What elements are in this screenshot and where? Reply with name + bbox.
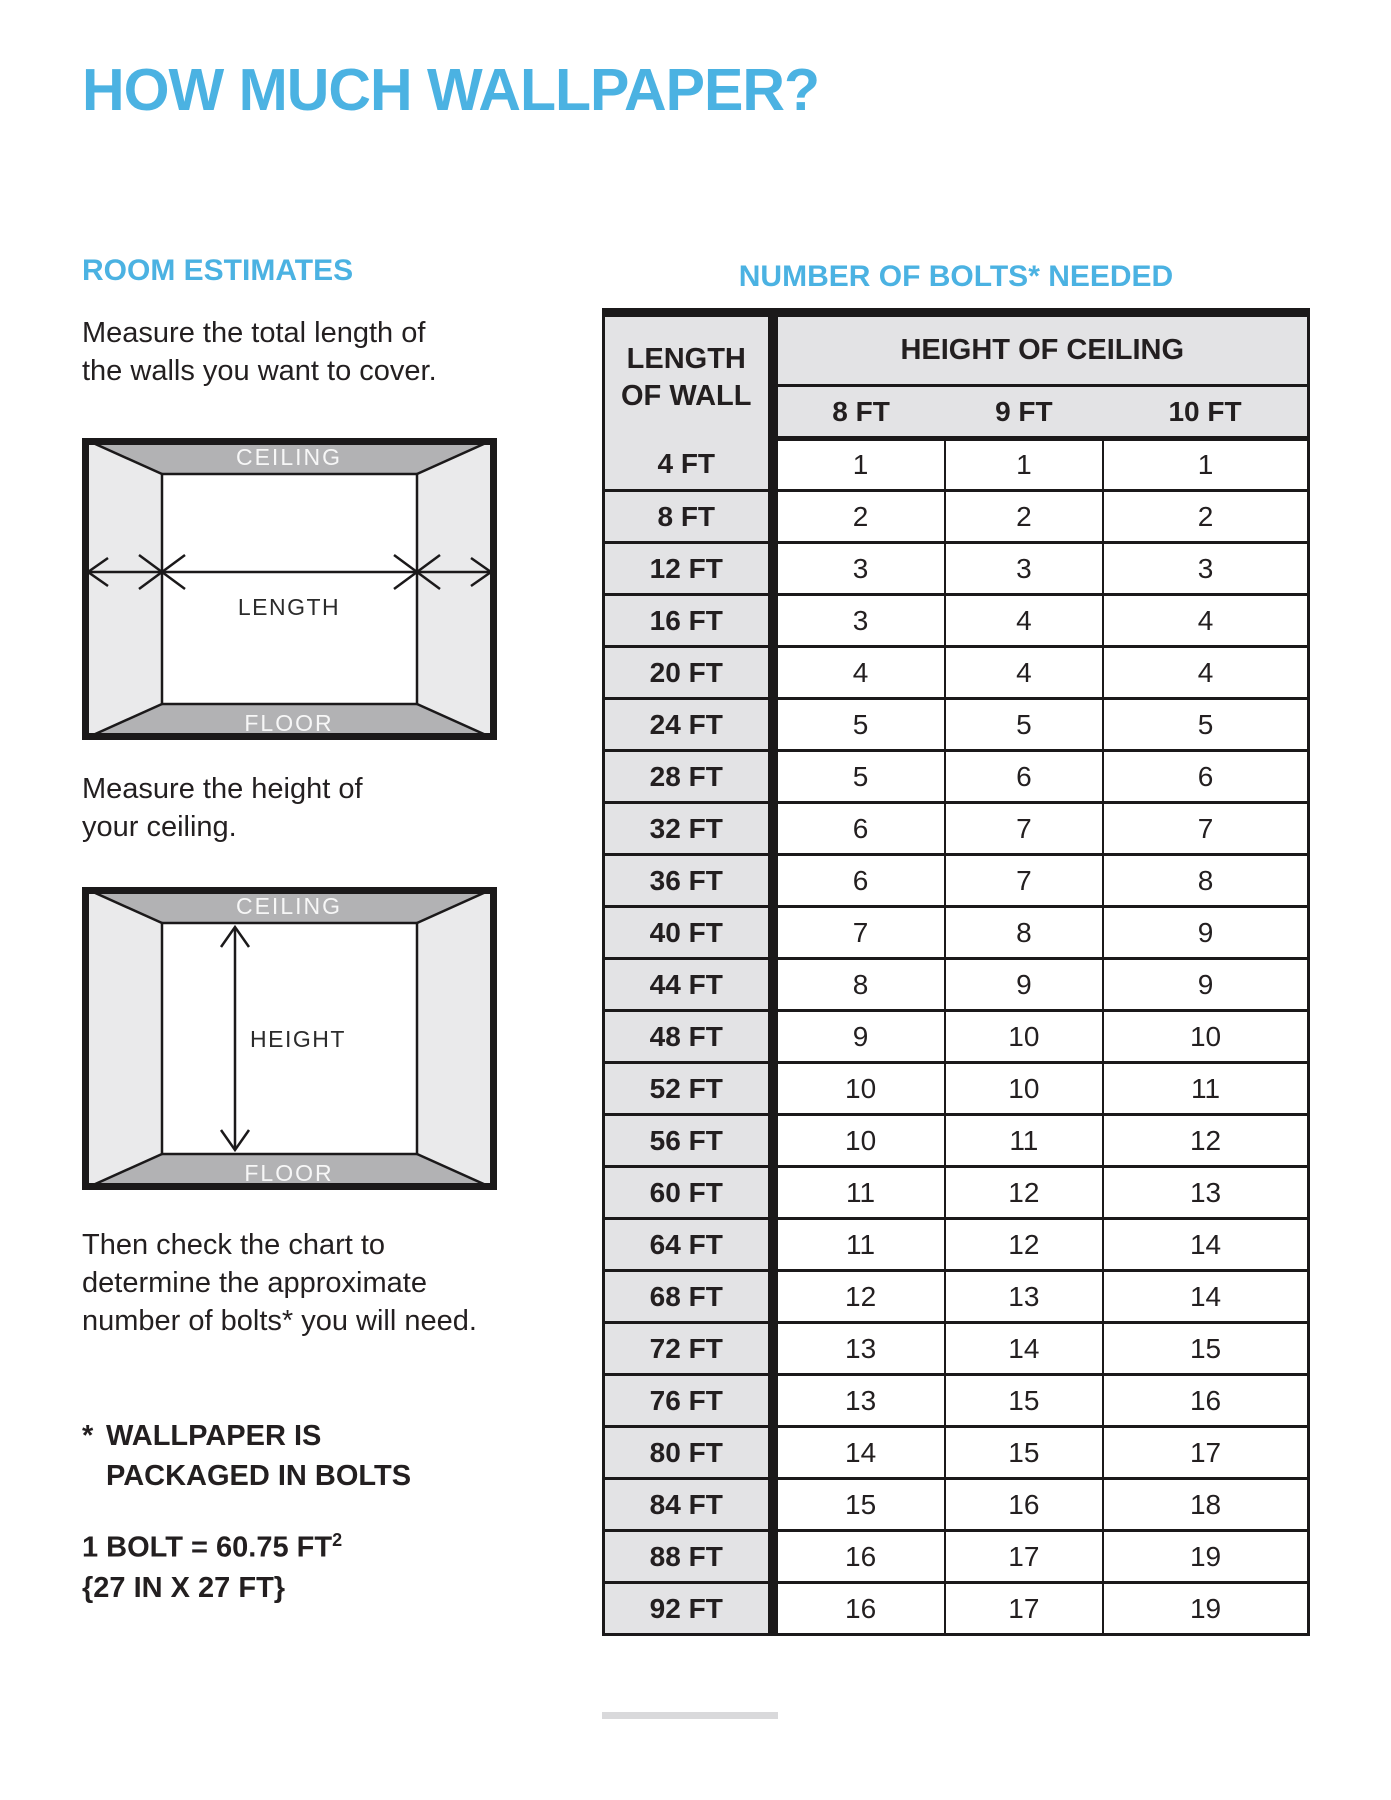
table-row	[604, 907, 1309, 959]
length-label: LENGTH	[237, 594, 341, 620]
height-of-ceiling-header: HEIGHT OF CEILING	[773, 313, 1309, 386]
bolts-9ft-cell: 16	[945, 1479, 1103, 1531]
bolts-8ft-cell: 8	[773, 959, 945, 1011]
bolts-8ft-cell: 14	[773, 1427, 945, 1479]
bolts-9ft-cell: 15	[945, 1427, 1103, 1479]
bolt-equation	[82, 1520, 342, 1568]
bolts-10ft-cell: 3	[1103, 543, 1308, 595]
bolts-10ft-cell: 17	[1103, 1427, 1308, 1479]
wall-length-cell: 68 FT	[604, 1271, 773, 1323]
length-header-line: LENGTH	[626, 342, 746, 375]
room-length-diagram	[82, 438, 497, 740]
bolts-8ft-cell: 11	[773, 1219, 945, 1271]
table-row	[604, 1427, 1309, 1479]
wall-length-cell: 92 FT	[604, 1583, 773, 1635]
bolts-10ft-cell: 1	[1103, 439, 1308, 491]
wall-length-cell: 20 FT	[604, 647, 773, 699]
bolts-10ft-cell: 6	[1103, 751, 1308, 803]
bolts-10ft-cell: 4	[1103, 595, 1308, 647]
bolts-8ft-cell: 12	[773, 1271, 945, 1323]
left-wall	[82, 438, 162, 740]
bolts-10ft-cell: 13	[1103, 1167, 1308, 1219]
back-wall	[162, 474, 417, 704]
bolts-9ft-cell: 11	[945, 1115, 1103, 1167]
wall-length-cell: 84 FT	[604, 1479, 773, 1531]
bolts-10ft-cell: 18	[1103, 1479, 1308, 1531]
bolts-10ft-cell: 14	[1103, 1271, 1308, 1323]
bolts-9ft-cell: 10	[945, 1063, 1103, 1115]
table-row	[604, 1011, 1309, 1063]
table-row	[604, 855, 1309, 907]
bolts-table-header	[604, 313, 1309, 439]
wall-length-cell: 32 FT	[604, 803, 773, 855]
wall-length-cell: 28 FT	[604, 751, 773, 803]
bolt-equation-text: 1 BOLT = 60.75 FT	[82, 1531, 333, 1564]
bolts-10ft-cell: 14	[1103, 1219, 1308, 1271]
bolts-10ft-cell: 5	[1103, 699, 1308, 751]
floor-label: FLOOR	[244, 710, 334, 736]
instruction-measure-height	[82, 770, 363, 846]
bolts-9ft-cell: 8	[945, 907, 1103, 959]
bolts-10ft-cell: 7	[1103, 803, 1308, 855]
bolts-9ft-cell: 1	[945, 439, 1103, 491]
table-row	[604, 1479, 1309, 1531]
table-row	[604, 647, 1309, 699]
instruction-line: your ceiling.	[82, 811, 237, 843]
ceiling-8ft-header: 8 FT	[773, 386, 945, 439]
bolts-8ft-cell: 3	[773, 543, 945, 595]
wall-length-cell: 40 FT	[604, 907, 773, 959]
table-row	[604, 1271, 1309, 1323]
bolts-10ft-cell: 11	[1103, 1063, 1308, 1115]
bolts-9ft-cell: 10	[945, 1011, 1103, 1063]
bolts-8ft-cell: 16	[773, 1583, 945, 1635]
bolts-8ft-cell: 10	[773, 1115, 945, 1167]
length-of-wall-header	[604, 313, 773, 439]
bolts-table-body	[604, 439, 1309, 1635]
bolts-10ft-cell: 10	[1103, 1011, 1308, 1063]
table-row	[604, 1219, 1309, 1271]
room-height-diagram	[82, 887, 497, 1190]
bolts-9ft-cell: 3	[945, 543, 1103, 595]
ceiling-10ft-header: 10 FT	[1103, 386, 1308, 439]
table-row	[604, 959, 1309, 1011]
bolts-8ft-cell: 15	[773, 1479, 945, 1531]
table-row	[604, 751, 1309, 803]
table-row	[604, 803, 1309, 855]
room-length-diagram-svg	[82, 438, 497, 740]
bolt-equation-superscript: 2	[332, 1530, 343, 1550]
bolts-8ft-cell: 2	[773, 491, 945, 543]
bolts-9ft-cell: 14	[945, 1323, 1103, 1375]
bolts-8ft-cell: 1	[773, 439, 945, 491]
wall-length-cell: 36 FT	[604, 855, 773, 907]
bolts-10ft-cell: 9	[1103, 959, 1308, 1011]
ceiling-label: CEILING	[235, 444, 343, 470]
bolts-10ft-cell: 16	[1103, 1375, 1308, 1427]
wall-length-cell: 16 FT	[604, 595, 773, 647]
footnote-line-2: PACKAGED IN BOLTS	[106, 1460, 412, 1492]
bolts-9ft-cell: 12	[945, 1167, 1103, 1219]
bolts-10ft-cell: 12	[1103, 1115, 1308, 1167]
table-row	[604, 1323, 1309, 1375]
wall-length-cell: 72 FT	[604, 1323, 773, 1375]
wall-length-cell: 44 FT	[604, 959, 773, 1011]
bolts-9ft-cell: 13	[945, 1271, 1103, 1323]
bolts-8ft-cell: 16	[773, 1531, 945, 1583]
table-row	[604, 491, 1309, 543]
table-row	[604, 1583, 1309, 1635]
bolts-8ft-cell: 6	[773, 803, 945, 855]
footnote-line-1	[82, 1416, 411, 1456]
wall-length-cell: 48 FT	[604, 1011, 773, 1063]
wallpaper-bolts-footnote	[82, 1416, 411, 1496]
instruction-line: Then check the chart to	[82, 1229, 386, 1261]
right-wall	[417, 887, 497, 1190]
bolts-9ft-cell: 15	[945, 1375, 1103, 1427]
bolts-10ft-cell: 15	[1103, 1323, 1308, 1375]
table-row	[604, 595, 1309, 647]
table-row	[604, 439, 1309, 491]
table-row	[604, 1115, 1309, 1167]
bolts-8ft-cell: 10	[773, 1063, 945, 1115]
bolts-9ft-cell: 9	[945, 959, 1103, 1011]
instruction-line: Measure the height of	[82, 773, 363, 805]
bolts-10ft-cell: 19	[1103, 1531, 1308, 1583]
bolts-9ft-cell: 17	[945, 1531, 1103, 1583]
room-height-diagram-svg	[82, 887, 497, 1190]
instruction-measure-length	[82, 314, 437, 390]
bolts-10ft-cell: 9	[1103, 907, 1308, 959]
page-title: HOW MUCH WALLPAPER?	[82, 57, 819, 123]
bolts-10ft-cell: 19	[1103, 1583, 1308, 1635]
instruction-line: number of bolts* you will need.	[82, 1305, 477, 1337]
instruction-line: determine the approximate	[82, 1267, 427, 1299]
wall-length-cell: 60 FT	[604, 1167, 773, 1219]
wall-length-cell: 8 FT	[604, 491, 773, 543]
room-estimates-heading: ROOM ESTIMATES	[82, 254, 354, 287]
bolts-8ft-cell: 9	[773, 1011, 945, 1063]
bolts-9ft-cell: 17	[945, 1583, 1103, 1635]
wall-length-cell: 56 FT	[604, 1115, 773, 1167]
table-row	[604, 699, 1309, 751]
bolts-8ft-cell: 5	[773, 751, 945, 803]
asterisk: *	[82, 1420, 94, 1452]
wall-length-cell: 80 FT	[604, 1427, 773, 1479]
bolts-8ft-cell: 5	[773, 699, 945, 751]
bolts-8ft-cell: 11	[773, 1167, 945, 1219]
bolt-dimensions: {27 IN X 27 FT}	[82, 1571, 286, 1604]
table-bottom-shadow	[602, 1712, 778, 1719]
bolts-8ft-cell: 13	[773, 1375, 945, 1427]
wall-length-cell: 4 FT	[604, 439, 773, 491]
ceiling-label: CEILING	[235, 893, 343, 919]
table-row	[604, 1167, 1309, 1219]
table-row	[604, 1531, 1309, 1583]
table-header-row-1	[604, 313, 1309, 386]
wall-length-cell: 24 FT	[604, 699, 773, 751]
bolts-8ft-cell: 3	[773, 595, 945, 647]
left-wall	[82, 887, 162, 1190]
ceiling-9ft-header: 9 FT	[945, 386, 1103, 439]
bolts-table-heading: NUMBER OF BOLTS* NEEDED	[738, 260, 1174, 293]
bolts-8ft-cell: 6	[773, 855, 945, 907]
instruction-check-chart	[82, 1226, 477, 1340]
bolts-8ft-cell: 13	[773, 1323, 945, 1375]
wall-length-cell: 88 FT	[604, 1531, 773, 1583]
table-row	[604, 543, 1309, 595]
footnote-text: WALLPAPER IS	[106, 1420, 322, 1452]
height-label: HEIGHT	[250, 1026, 346, 1052]
wall-length-cell: 52 FT	[604, 1063, 773, 1115]
length-header-line: OF WALL	[621, 379, 752, 412]
table-row	[604, 1375, 1309, 1427]
right-wall	[417, 438, 497, 740]
instruction-line: Measure the total length of	[82, 317, 426, 349]
bolts-9ft-cell: 4	[945, 647, 1103, 699]
bolts-needed-table	[602, 308, 1310, 1636]
bolts-9ft-cell: 5	[945, 699, 1103, 751]
floor-label: FLOOR	[244, 1160, 334, 1186]
bolts-10ft-cell: 4	[1103, 647, 1308, 699]
bolt-size-info	[82, 1520, 342, 1608]
bolts-9ft-cell: 2	[945, 491, 1103, 543]
bolts-9ft-cell: 12	[945, 1219, 1103, 1271]
instruction-line: the walls you want to cover.	[82, 355, 437, 387]
wall-length-cell: 76 FT	[604, 1375, 773, 1427]
bolts-8ft-cell: 4	[773, 647, 945, 699]
bolts-10ft-cell: 2	[1103, 491, 1308, 543]
table-row	[604, 1063, 1309, 1115]
bolts-8ft-cell: 7	[773, 907, 945, 959]
bolts-9ft-cell: 7	[945, 855, 1103, 907]
wall-length-cell: 12 FT	[604, 543, 773, 595]
bolts-10ft-cell: 8	[1103, 855, 1308, 907]
bolts-9ft-cell: 4	[945, 595, 1103, 647]
bolts-9ft-cell: 6	[945, 751, 1103, 803]
bolts-9ft-cell: 7	[945, 803, 1103, 855]
wall-length-cell: 64 FT	[604, 1219, 773, 1271]
